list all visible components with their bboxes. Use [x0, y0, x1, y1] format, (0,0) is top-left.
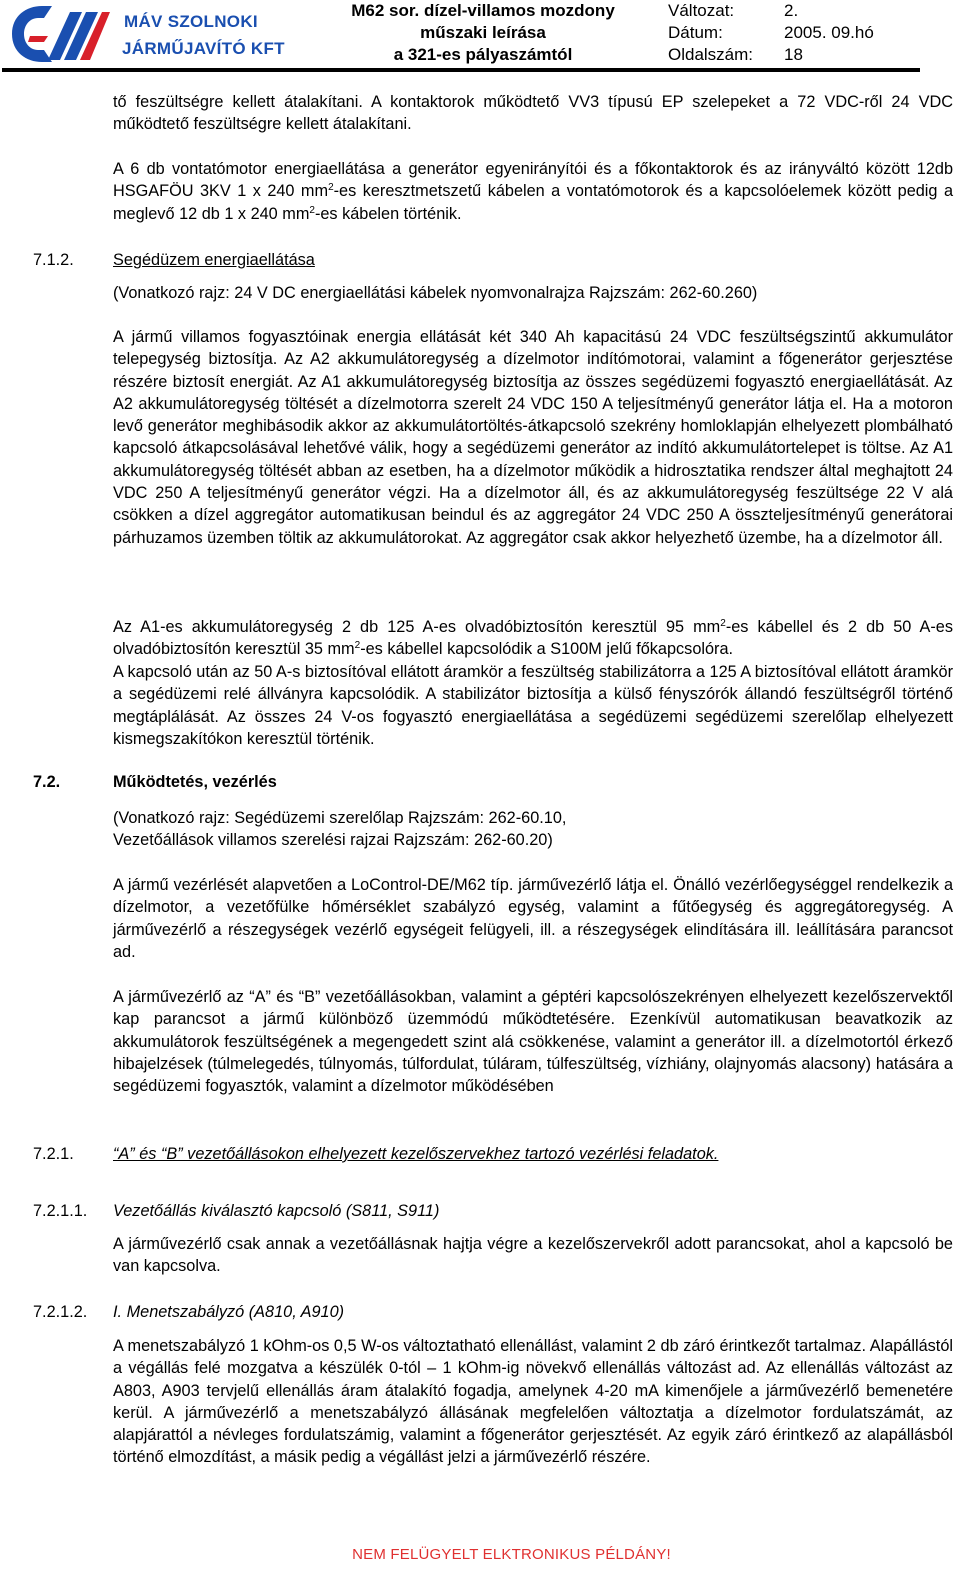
section-7-1-2-reference: (Vonatkozó rajz: 24 V DC energiaellátási kábelek nyomvonalrajza Rajzszám: 262-60.260): [113, 284, 758, 302]
title-line3: a 321-es pályaszámtól: [393, 45, 573, 64]
section-number-7-2-1-1: 7.2.1.1.: [33, 1202, 88, 1220]
paragraph-2-part-a: A 6 db vontatómotor energiaellátása a generátor egyenirányítói és a főkontaktorok és az irányváltó között 12db HSGAFÖU 3KV 1 x 240 mm: [113, 160, 953, 201]
document-meta: [668, 0, 874, 66]
version-value: 2.: [784, 1, 799, 20]
section-number-7-2-1: 7.2.1.: [33, 1145, 74, 1163]
page-label: Oldalszám:: [668, 45, 754, 64]
header-rule: [2, 68, 920, 72]
version-label: Változat:: [668, 1, 735, 20]
paragraph-8: A járművezérlő csak annak a vezetőállásnak hajtja végre a kezelőszervekről adott parancsokat, ahol a kapcsoló be van kapcsolva.: [113, 1235, 953, 1276]
page-header: [0, 0, 960, 76]
paragraph-4-part-c: -es kábellel kapcsolódik a S100M jelű főkapcsolóra.: [360, 640, 734, 659]
reference-line1: (Vonatkozó rajz: Segédüzemi szerelőlap Rajzszám: 262-60.10,: [113, 809, 567, 827]
superscript: 2: [720, 618, 726, 629]
page-value: 18: [784, 45, 803, 64]
date-label: Dátum:: [668, 23, 723, 42]
paragraph-1: tő feszültségre kellett átalakítani. A kontaktorok működtető VV3 típusú EP szelepeket a 72 VDC-ről 24 VDC működtető feszültségre kellett átalakítani.: [113, 93, 953, 134]
paragraph-4-part-a: Az A1-es akkumulátoregység 2 db 125 A-es olvadóbiztosítón keresztül 95 mm: [113, 618, 721, 636]
paragraph-4: [113, 616, 953, 661]
paragraph-3: A jármű villamos fogyasztóinak energia ellátását két 340 Ah kapacitású 24 VDC feszültségszintű akkumulátor telepegység biztosítja. Az A2 akkumulátoregység a dízelmotor indítómotorai, valamint a főgenerátor gerjesztése részére biztosít energiát. Az A1 akkumulátoregység biztosítja az összes segédüzemi fogyasztó energiaellátását. Az A2 akkumulátoregység töltését a dízelmotorra szerelt 24 VDC 150 A teljesítményű generátor látja el. Ha a motoron levő generátor meghibásodik akkor az akkumulátortöltés-átkapcsoló szekrény homloklapján elhelyezett plombálható kapcsoló átkapcsolásával lehetővé válik, hogy a segédüzemi generátor az indító akkumulátortelepet is töltse. Az A1 akkumulátoregység töltését abban az esetben, ha a dízelmotor működik a hidrosztatika rendszer által meghajtott 24 VDC 250 A teljesítményű generátor végzi. Ha a dízelmotor áll, és az akkumulátoregység feszültsége 22 V alá csökken a dízel aggregátor automatikusan beindul és az aggregátor 24 VDC 250 A összteljesítményű generátorai párhuzamos üzemben töltik az akkumulátorokat. Az aggregátor csak akkor helyezhető üzembe, ha a dízelmotor áll.: [113, 328, 953, 547]
section-title-7-2: Működtetés, vezérlés: [113, 773, 277, 791]
section-number-7-1-2: 7.1.2.: [33, 251, 74, 269]
document-title: [318, 0, 648, 66]
company-logo: [8, 2, 112, 66]
section-number-7-2-1-2: 7.2.1.2.: [33, 1303, 88, 1321]
paragraph-6: A jármű vezérlését alapvetően a LoControl-DE/M62 típ. járművezérlő látja el. Önálló vezérlőegységgel rendelkezik a dízelmotor, a vezetőfülke hőmérséklet szabályzó egység, valamint a fűtőegység és aggregátoregység. A járművezérlő a részegységek vezérlő egységeit felügyeli, ill. a részegységek elindítására ill. leállítására parancsot ad.: [113, 876, 953, 961]
title-line2: műszaki leírása: [420, 23, 546, 42]
footer-notice: NEM FELÜGYELT ELKTRONIKUS PÉLDÁNY!: [352, 1546, 671, 1563]
paragraph-9: A menetszabályzó 1 kOhm-os 0,5 W-os változtatható ellenállást, valamint 2 db záró érintkezőt tartalmaz. Alapállástól a végállás felé mozgatva a készülék 0-tól – 1 kOhm-ig növekvő ellenállás változást ad. Az ellenállás változást az A803, A903 tervjelű ellenállás áram átalakító fogadja, amelynek 4-20 mA kimenőjele a járművezérlő bemenetére kerül. A járművezérlő a menetszabályzó állásának megfelelően változtatja a dízelmotor fordulatszámát, az alapjárattól a névleges fordulatszámig, valamint a főgenerátor gerjesztését. Az egyik záró érintkező az alapállásból történő elmozdítást, a másik pedig a végállást jelzi a járművezérlő részére.: [113, 1337, 953, 1467]
section-title-7-2-1: “A” és “B” vezetőállásokon elhelyezett kezelőszervekhez tartozó vezérlési feladatok.: [113, 1145, 719, 1163]
section-title-7-1-2: Segédüzem energiaellátása: [113, 251, 315, 269]
paragraph-4-part-b: -es kábellel és 2 db 50 A-es olvadóbiztosítón keresztül 35 mm: [113, 618, 953, 659]
company-name-line1: MÁV SZOLNOKI: [124, 12, 258, 31]
section-title-7-2-1-2: I. Menetszabályzó (A810, A910): [113, 1303, 345, 1321]
superscript: 2: [309, 204, 315, 216]
paragraph-2-part-c: -es kábelen történik.: [314, 204, 462, 223]
section-7-2-reference: [113, 807, 953, 852]
title-line1: M62 sor. dízel-villamos mozdony: [351, 1, 615, 20]
superscript: 2: [328, 182, 334, 194]
section-title-7-2-1-1: Vezetőállás kiválasztó kapcsoló (S811, S911): [113, 1202, 440, 1220]
superscript: 2: [354, 640, 361, 652]
company-name-line2: JÁRMŰJAVÍTÓ KFT: [122, 39, 285, 58]
company-name: [122, 8, 285, 62]
paragraph-5: A kapcsoló után az 50 A-s biztosítóval ellátott áramkör a feszültség stabilizátorra a 125 A biztosítóval ellátott áramkör a segédüzemi relé állványra kapcsolódik. A stabilizátor biztosítja a külső fényszórók állandó feszültségről történő megtáplálását. Az összes 24 V-os fogyasztó energiaellátása a segédüzemi segédüzemi szerelőlap elhelyezett kismegszakítókon keresztül történik.: [113, 663, 953, 748]
paragraph-2-part-b: -es keresztmetszetű kábelen a vontatómotorok és a kapcsolóelemek között pedig a meglevő 12 db 1 x 240 mm: [113, 182, 953, 223]
paragraph-7: A járművezérlő az “A” és “B” vezetőállásokban, valamint a géptéri kapcsolószekrényen elhelyezett kezelőszervektől kap parancsot a jármű különböző üzemmódú működtetésére. Ezenkívül automatikusan beavatkozik az akkumulátorok feszültségének a megengedett szint alá csökkenése, valamint a generátor ill. a dízelmotortól érkező hibajelzések (túlmelegedés, túlnyomás, túlfordulat, túláram, túlfeszültség, vízhiány, olajnyomás alacsony) hatására a segédüzemi fogyasztók, valamint a dízelmotor működésében: [113, 988, 953, 1096]
date-value: 2005. 09.hó: [784, 23, 874, 42]
reference-line2: Vezetőállások villamos szerelési rajzai Rajzszám: 262-60.20): [113, 831, 553, 850]
section-number-7-2: 7.2.: [33, 773, 61, 791]
paragraph-2: [113, 158, 953, 225]
